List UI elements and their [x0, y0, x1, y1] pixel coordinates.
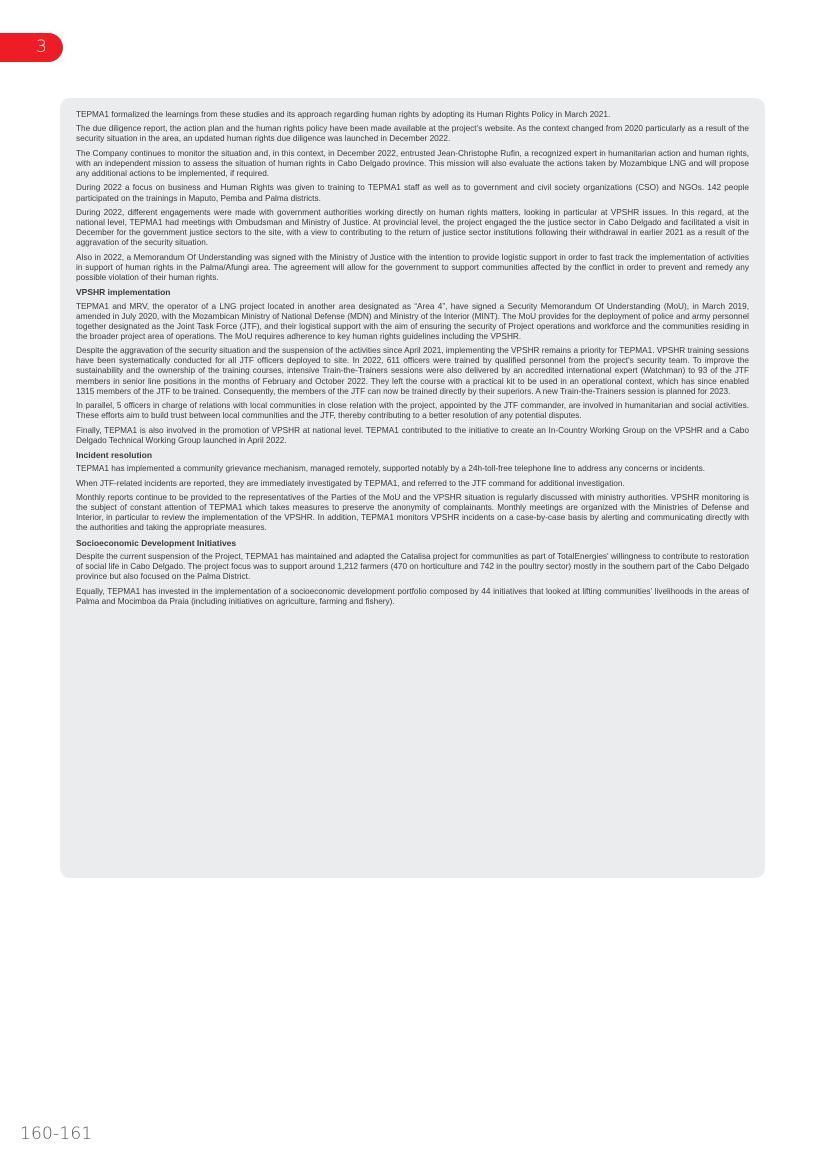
page-number-tab: 3 — [0, 33, 63, 62]
socioeconomic-paragraph-2: Equally, TEPMA1 has invested in the implementation of a socioeconomic development portfolio composed by 44 initiatives that looked at lifting communities’ livelihoods in the areas of Palma and Mocimboa da Praia (including initiatives on agriculture, farming and fishery). — [76, 586, 749, 606]
paragraph-intro-3: The Company continues to monitor the situation and, in this context, in December 2022, entrusted Jean-Christophe Rufin, a recognized expert in humanitarian action and human rights, with an independent mission to assess the situation of human rights in Cabo Delgado province. This mission will also evaluate the actions taken by Mozambique LNG and will propose any additional actions to be implemented, if required. — [76, 148, 749, 179]
socioeconomic-heading: Socioeconomic Development Initiatives — [76, 537, 237, 548]
socioeconomic-paragraph-1: Despite the current suspension of the Project, TEPMA1 has maintained and adapted the Catalisa project for communities as part of TotalEnergies' willingness to contribute to restoration of social life in Cabo Delgado. The project focus was to support around 1,212 farmers (470 on horticulture and 742 in the poultry sector) mostly in the southern part of the Cabo Delgado province but also focused on the Palma District. — [76, 552, 749, 582]
footer-page-numbers: 160-161 — [20, 1124, 93, 1144]
incident-paragraph-3: Monthly reports continue to be provided to the representatives of the Parties of the MoU and the VPSHR situation is regularly discussed with ministry authorities. VPSHR monitoring is the subject of constant attention of TEPMA1 which takes measures to preserve the anonymity of complainants. Monthly meetings are organized with the Ministries of Defense and Interior, in particular to review the implementation of the VPSHR. In addition, TEPMA1 monitors VPSHR incidents on a case-by-case basis by alerting and communicating directly with the authorities and taking the appropriate measures. — [76, 493, 749, 533]
paragraph-intro-4: During 2022 a focus on business and Human Rights was given to training to TEPMA1 staff as well as to government and civil society organizations (CSO) and NGOs. 142 people participated on the trainings in Maputo, Pemba and Palma districts. — [76, 183, 749, 203]
paragraph-intro-2: The due diligence report, the action plan and the human rights policy have been made available at the project’s website. As the context changed from 2020 particularly as a result of the security situation in the area, an updated human rights due diligence was launched in December 2022. — [76, 124, 749, 144]
paragraph-intro-6: Also in 2022, a Memorandum Of Understanding was signed with the Ministry of Justice with the intention to provide logistic support in order to fast track the implementation of activities in support of human rights in the Palma/Afungi area. The agreement will allow for the government to support communities affected by the conflict in order to prevent and remedy any possible violation of their human rights. — [76, 252, 749, 282]
paragraph-intro-1: TEPMA1 formalized the learnings from these studies and its approach regarding human rights by adopting its Human Rights Policy in March 2021. — [76, 110, 611, 119]
vpshr-paragraph-2: Despite the aggravation of the security situation and the suspension of the activities since April 2021, implementing the VPSHR remains a priority for TEPMA1. VPSHR training sessions have been systematically conducted for all JTF officers deployed to site. In 2022, 611 officers were trained by qualified personnel from the project's security team. To improve the sustainability and the ownership of the training courses, intensive Train-the-Trainers sessions were also delivered by an accredited international expert (Watchman) to 93 of the JTF members in senior line positions in the months of February and October 2022. They left the course with a practical kit to be used in an operational context, which has since enabled 1315 members of the JTF to be trained. Consequently, the members of the JTF can now be trained directly by their superiors. A new Train-the-Trainers session is planned for 2023. — [76, 346, 749, 396]
incident-paragraph-2: When JTF-related incidents are reported, they are immediately investigated by TEPMA1, and referred to the JTF command for additional investigation. — [76, 478, 625, 488]
paragraph-intro-5: During 2022, different engagements were made with government authorities working directly on human rights matters, looking in particular at VPSHR issues. In this regard, at the national level, TEPMA1 had meetings with Ombudsman and Ministry of Justice. At provincial level, the project engaged the the justice sector in Cabo Delgado and facilitated a visit in December for the government justice sectors to the site, with a view to contributing to the return of justice sector institutions following their withdrawal in earlier 2021 as a result of the aggravation of the security situation. — [76, 207, 749, 248]
content-panel — [60, 98, 765, 878]
vpshr-heading: VPSHR implementation — [76, 287, 171, 298]
incident-heading: Incident resolution — [76, 449, 153, 460]
vpshr-paragraph-1: TEPMA1 and MRV, the operator of a LNG project located in another area designated as “Area 4”, have signed a Security Memorandum Of Understanding (MoU), in March 2019, amended in July 2020, with the Mozambican Ministry of National Defense (MDN) and Ministry of the Interior (MINT). The MoU provides for the deployment of police and army personnel together designated as the Joint Task Force (JTF), and their logistical support with the aim of ensuring the security of Project operations and workforce and the communities residing in the broader project area of operations. The MoU requires adherence to key human rights guidelines including the VPSHR. — [76, 301, 749, 341]
vpshr-paragraph-4: Finally, TEPMA1 is also involved in the promotion of VPSHR at national level. TEPMA1 contributed to the initiative to create an In-Country Working Group on the VPSHR and a Cabo Delgado Technical Working Group launched in April 2022. — [76, 425, 749, 445]
incident-paragraph-1: TEPMA1 has implemented a community grievance mechanism, managed remotely, supported notably by a 24h-toll-free telephone line to address any concerns or incidents. — [76, 464, 706, 474]
vpshr-paragraph-3: In parallel, 5 officers in charge of relations with local communities in close relation with the project, appointed by the JTF commander, are involved in humanitarian and social activities. These efforts aim to build trust between local communities and the JTF, thereby contributing to a better resolution of any potential disputes. — [76, 401, 749, 421]
